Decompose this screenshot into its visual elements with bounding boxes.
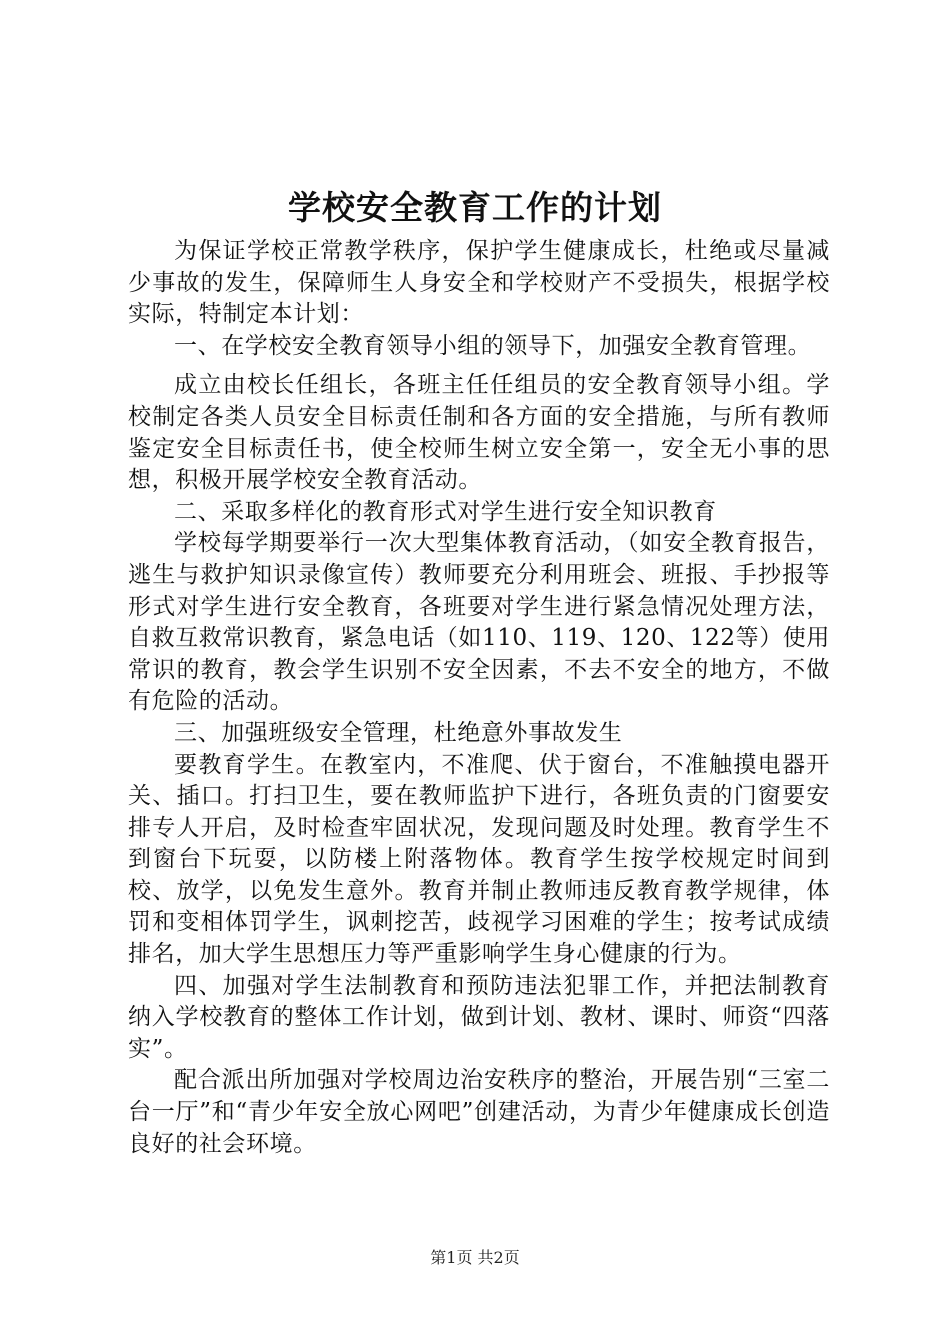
paragraph-section-3: 要教育学生。在教室内，不准爬、伏于窗台，不准触摸电器开关、插口。打扫卫生，要在教师监护下进行，各班负责的门窗要安排专人开启，及时检查牢固状况，发现问题及时处理。教育学生不到窗台下玩耍，以防楼上附落物体。教育学生按学校规定时间到校、放学，以免发生意外。教育并制止教师违反教育教学规律，体罚和变相体罚学生，讽刺挖苦，歧视学习困难的学生；按考试成绩排名，加大学生思想压力等严重影响学生身心健康的行为。 [128,751,830,968]
section-heading-4: 四、加强对学生法制教育和预防违法犯罪工作，并把法制教育纳入学校教育的整体工作计划，做到计划、教材、课时、师资“四落实”。 [128,972,830,1062]
section-heading-3: 三、加强班级安全管理，杜绝意外事故发生 [174,719,623,746]
page-footer: 第1页 共2页 [430,1248,520,1267]
document-body [128,236,830,1160]
document-title: 学校安全教育工作的计划 [288,188,662,227]
section-heading-1: 一、在学校安全教育领导小组的领导下，加强安全教育管理。 [174,332,812,359]
paragraph-section-1: 成立由校长任组长，各班主任任组员的安全教育领导小组。学校制定各类人员安全目标责任制和各方面的安全措施，与所有教师鉴定安全目标责任书，使全校师生树立安全第一，安全无小事的思想，积极开展学校安全教育活动。 [128,372,830,494]
paragraph-section-2: 学校每学期要举行一次大型集体教育活动，（如安全教育报告，逃生与救护知识录像宣传）教师要充分利用班会、班报、手抄报等形式对学生进行安全教育，各班要对学生进行紧急情况处理方法，自救互救常识教育，紧急电话（如110、119、120、122等）使用常识的教育，教会学生识别不安全因素，不去不安全的地方，不做有危险的活动。 [128,530,830,715]
section-heading-2: 二、采取多样化的教育形式对学生进行安全知识教育 [174,498,717,525]
paragraph-intro: 为保证学校正常教学秩序，保护学生健康成长，杜绝或尽量减少事故的发生，保障师生人身安全和学校财产不受损失，根据学校实际，特制定本计划： [128,238,830,328]
paragraph-section-4: 配合派出所加强对学校周边治安秩序的整治，开展告别“三室二台一厅”和“青少年安全放心网吧”创建活动，为青少年健康成长创造良好的社会环境。 [128,1067,830,1157]
